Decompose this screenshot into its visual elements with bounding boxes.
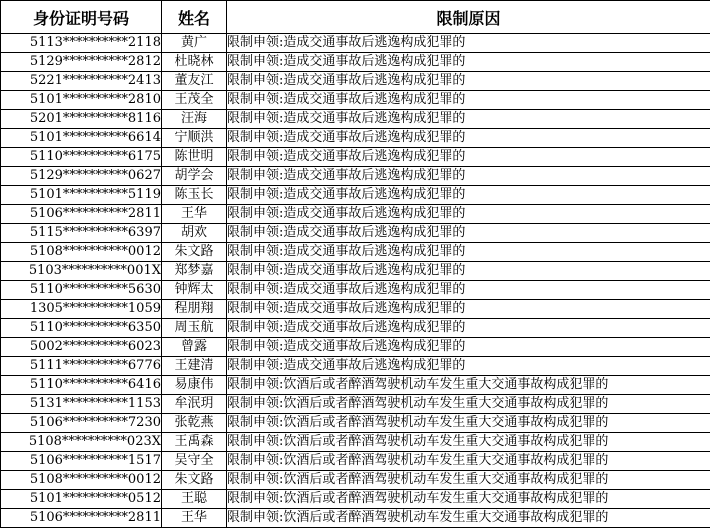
name-cell: 钟辉太 bbox=[162, 281, 227, 300]
table-row bbox=[1, 509, 710, 528]
reason-cell: 限制申领:造成交通事故后逃逸构成犯罪的 bbox=[227, 53, 710, 72]
table-row bbox=[1, 167, 710, 186]
name-cell: 董友江 bbox=[162, 72, 227, 91]
id-number-cell: 5106**********2811 bbox=[1, 205, 162, 224]
reason-cell: 限制申领:造成交通事故后逃逸构成犯罪的 bbox=[227, 319, 710, 338]
id-number-cell: 5221**********2413 bbox=[1, 72, 162, 91]
table-row bbox=[1, 471, 710, 490]
reason-cell: 限制申领:造成交通事故后逃逸构成犯罪的 bbox=[227, 281, 710, 300]
name-cell: 陈世明 bbox=[162, 148, 227, 167]
table-row bbox=[1, 281, 710, 300]
name-cell: 王聪 bbox=[162, 490, 227, 509]
table-body bbox=[1, 34, 710, 528]
id-number-cell: 5103**********001X bbox=[1, 262, 162, 281]
table-row bbox=[1, 338, 710, 357]
table-row bbox=[1, 148, 710, 167]
reason-cell: 限制申领:饮酒后或者醉酒驾驶机动车发生重大交通事故构成犯罪的 bbox=[227, 471, 710, 490]
name-cell: 曾露 bbox=[162, 338, 227, 357]
reason-cell: 限制申领:造成交通事故后逃逸构成犯罪的 bbox=[227, 167, 710, 186]
id-number-cell: 1305**********1059 bbox=[1, 300, 162, 319]
reason-cell: 限制申领:饮酒后或者醉酒驾驶机动车发生重大交通事故构成犯罪的 bbox=[227, 395, 710, 414]
table-row bbox=[1, 34, 710, 53]
id-number-cell: 5115**********6397 bbox=[1, 224, 162, 243]
reason-column-header: 限制原因 bbox=[227, 1, 710, 34]
table-row bbox=[1, 490, 710, 509]
table-row bbox=[1, 433, 710, 452]
reason-cell: 限制申领:造成交通事故后逃逸构成犯罪的 bbox=[227, 148, 710, 167]
id-number-cell: 5131**********1153 bbox=[1, 395, 162, 414]
reason-cell: 限制申领:饮酒后或者醉酒驾驶机动车发生重大交通事故构成犯罪的 bbox=[227, 376, 710, 395]
header-row bbox=[1, 1, 710, 34]
name-cell: 朱文路 bbox=[162, 471, 227, 490]
reason-cell: 限制申领:造成交通事故后逃逸构成犯罪的 bbox=[227, 205, 710, 224]
name-cell: 胡欢 bbox=[162, 224, 227, 243]
id-number-cell: 5110**********6175 bbox=[1, 148, 162, 167]
id-number-cell: 5106**********1517 bbox=[1, 452, 162, 471]
name-cell: 黄广 bbox=[162, 34, 227, 53]
table-row bbox=[1, 186, 710, 205]
table-row bbox=[1, 300, 710, 319]
reason-cell: 限制申领:造成交通事故后逃逸构成犯罪的 bbox=[227, 338, 710, 357]
id-number-cell: 5108**********0012 bbox=[1, 243, 162, 262]
name-cell: 王建清 bbox=[162, 357, 227, 376]
table-row bbox=[1, 262, 710, 281]
name-cell: 杜晓林 bbox=[162, 53, 227, 72]
table-row bbox=[1, 53, 710, 72]
table-row bbox=[1, 243, 710, 262]
table-row bbox=[1, 395, 710, 414]
id-number-cell: 5111**********6776 bbox=[1, 357, 162, 376]
id-number-cell: 5110**********6416 bbox=[1, 376, 162, 395]
reason-cell: 限制申领:造成交通事故后逃逸构成犯罪的 bbox=[227, 262, 710, 281]
table-row bbox=[1, 72, 710, 91]
name-cell: 宁顺洪 bbox=[162, 129, 227, 148]
table-row bbox=[1, 224, 710, 243]
id-number-cell: 5129**********2812 bbox=[1, 53, 162, 72]
table-row bbox=[1, 357, 710, 376]
reason-cell: 限制申领:造成交通事故后逃逸构成犯罪的 bbox=[227, 110, 710, 129]
reason-cell: 限制申领:造成交通事故后逃逸构成犯罪的 bbox=[227, 243, 710, 262]
id-number-cell: 5110**********5630 bbox=[1, 281, 162, 300]
id-number-cell: 5002**********6023 bbox=[1, 338, 162, 357]
name-cell: 胡学会 bbox=[162, 167, 227, 186]
id-number-cell: 5113**********2118 bbox=[1, 34, 162, 53]
name-column-header: 姓名 bbox=[162, 1, 227, 34]
reason-cell: 限制申领:造成交通事故后逃逸构成犯罪的 bbox=[227, 300, 710, 319]
name-cell: 易康伟 bbox=[162, 376, 227, 395]
reason-cell: 限制申领:饮酒后或者醉酒驾驶机动车发生重大交通事故构成犯罪的 bbox=[227, 490, 710, 509]
reason-cell: 限制申领:造成交通事故后逃逸构成犯罪的 bbox=[227, 34, 710, 53]
name-cell: 郑梦嘉 bbox=[162, 262, 227, 281]
table-row bbox=[1, 376, 710, 395]
id-number-cell: 5110**********6350 bbox=[1, 319, 162, 338]
id-number-cell: 5106**********7230 bbox=[1, 414, 162, 433]
id-number-cell: 5106**********2811 bbox=[1, 509, 162, 528]
table-row bbox=[1, 91, 710, 110]
id-number-cell: 5101**********2810 bbox=[1, 91, 162, 110]
reason-cell: 限制申领:饮酒后或者醉酒驾驶机动车发生重大交通事故构成犯罪的 bbox=[227, 433, 710, 452]
reason-cell: 限制申领:造成交通事故后逃逸构成犯罪的 bbox=[227, 91, 710, 110]
table-row bbox=[1, 319, 710, 338]
id-column-header: 身份证明号码 bbox=[1, 1, 162, 34]
name-cell: 程朋翔 bbox=[162, 300, 227, 319]
name-cell: 王禹森 bbox=[162, 433, 227, 452]
reason-cell: 限制申领:饮酒后或者醉酒驾驶机动车发生重大交通事故构成犯罪的 bbox=[227, 414, 710, 433]
id-number-cell: 5101**********5119 bbox=[1, 186, 162, 205]
name-cell: 周玉航 bbox=[162, 319, 227, 338]
name-cell: 王华 bbox=[162, 205, 227, 224]
reason-cell: 限制申领:造成交通事故后逃逸构成犯罪的 bbox=[227, 72, 710, 91]
name-cell: 汪海 bbox=[162, 110, 227, 129]
name-cell: 王茂全 bbox=[162, 91, 227, 110]
id-number-cell: 5201**********8116 bbox=[1, 110, 162, 129]
name-cell: 朱文路 bbox=[162, 243, 227, 262]
name-cell: 牟泯玥 bbox=[162, 395, 227, 414]
name-cell: 陈玉长 bbox=[162, 186, 227, 205]
id-number-cell: 5108**********023X bbox=[1, 433, 162, 452]
reason-cell: 限制申领:造成交通事故后逃逸构成犯罪的 bbox=[227, 129, 710, 148]
table-row bbox=[1, 110, 710, 129]
table-row bbox=[1, 129, 710, 148]
reason-cell: 限制申领:饮酒后或者醉酒驾驶机动车发生重大交通事故构成犯罪的 bbox=[227, 452, 710, 471]
reason-cell: 限制申领:造成交通事故后逃逸构成犯罪的 bbox=[227, 357, 710, 376]
table-row bbox=[1, 452, 710, 471]
id-number-cell: 5108**********0012 bbox=[1, 471, 162, 490]
table-row bbox=[1, 205, 710, 224]
name-cell: 张乾燕 bbox=[162, 414, 227, 433]
reason-cell: 限制申领:饮酒后或者醉酒驾驶机动车发生重大交通事故构成犯罪的 bbox=[227, 509, 710, 528]
id-number-cell: 5129**********0627 bbox=[1, 167, 162, 186]
id-number-cell: 5101**********0512 bbox=[1, 490, 162, 509]
reason-cell: 限制申领:造成交通事故后逃逸构成犯罪的 bbox=[227, 186, 710, 205]
id-number-cell: 5101**********6614 bbox=[1, 129, 162, 148]
name-cell: 吴守全 bbox=[162, 452, 227, 471]
name-cell: 王华 bbox=[162, 509, 227, 528]
reason-cell: 限制申领:造成交通事故后逃逸构成犯罪的 bbox=[227, 224, 710, 243]
table-row bbox=[1, 414, 710, 433]
table-header bbox=[1, 1, 710, 34]
